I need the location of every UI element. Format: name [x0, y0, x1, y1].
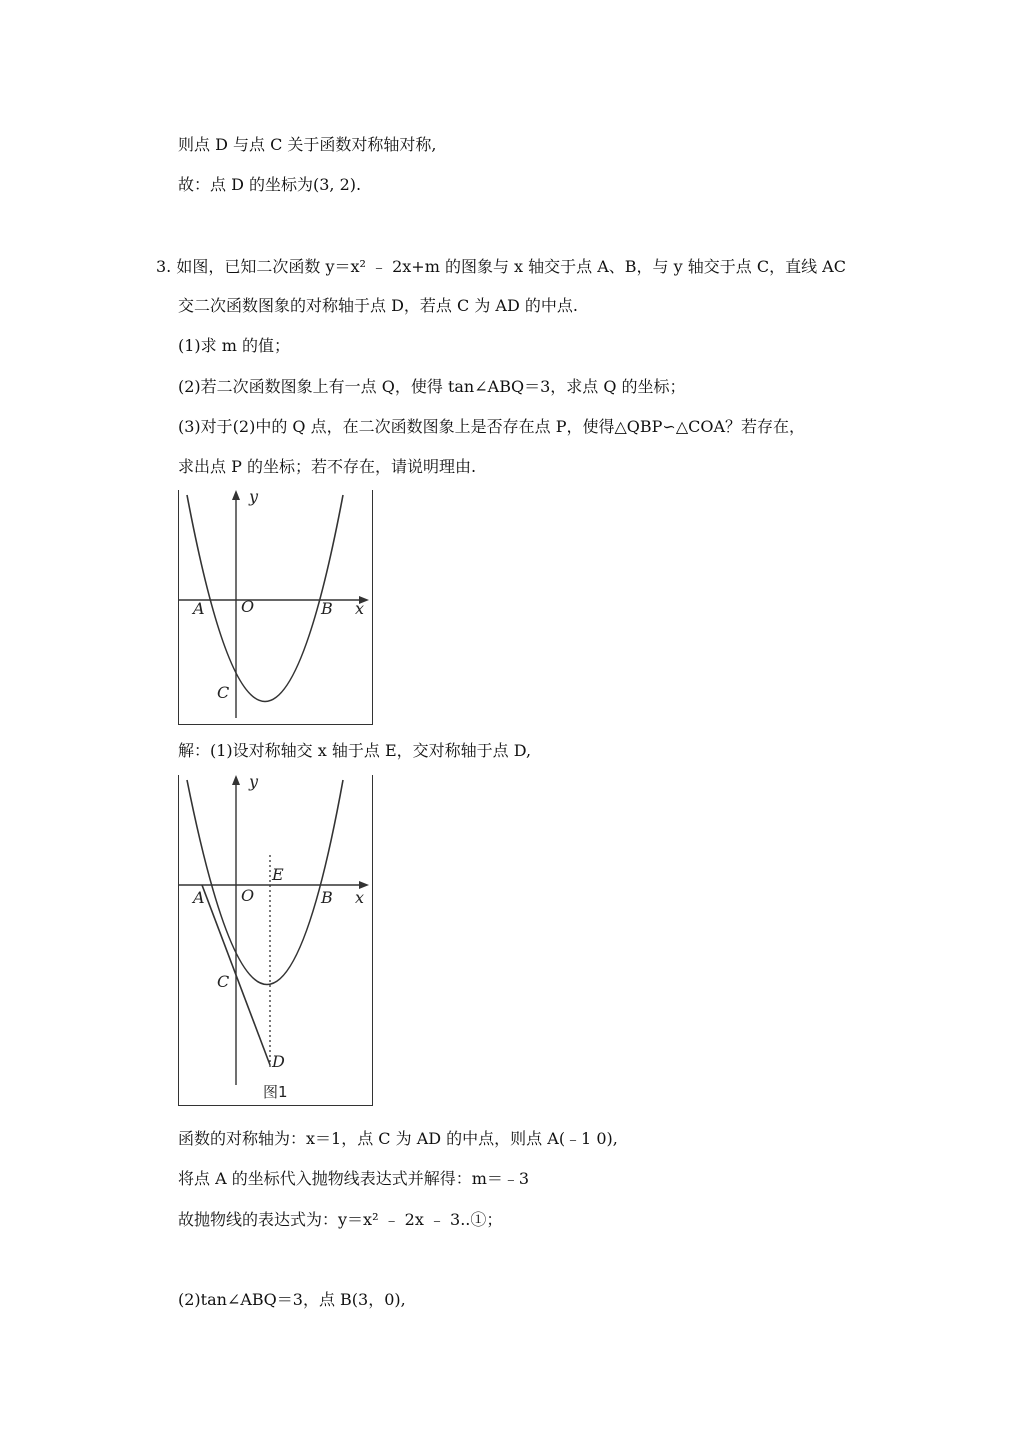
figure-caption: 图1 — [263, 1083, 288, 1101]
y-axis-arrow — [232, 775, 240, 785]
solution-line-5: (2)tan∠ABQ＝3，点 B(3，0), — [178, 1290, 406, 1309]
solution-line-4: 故抛物线的表达式为：y＝x² ﹣ 2x ﹣ 3..①； — [178, 1210, 503, 1229]
label-y: y — [249, 490, 259, 506]
parabola-curve — [187, 495, 343, 702]
text-line-2: 故：点 D 的坐标为(3, 2). — [178, 175, 362, 194]
label-b: B — [321, 888, 333, 907]
label-o: O — [241, 597, 255, 616]
parabola-figure-svg — [179, 490, 372, 724]
problem-3-part-1: (1)求 m 的值； — [178, 336, 291, 355]
label-y: y — [249, 775, 259, 791]
label-b: B — [321, 599, 333, 618]
problem-3-part-2: (2)若二次函数图象上有一点 Q，使得 tan∠ABQ＝3，求点 Q 的坐标； — [178, 377, 686, 396]
label-x: x — [355, 599, 365, 618]
problem-3-part-3b: 求出点 P 的坐标；若不存在，请说明理由. — [178, 457, 477, 476]
problem-3-stem-1: 3. 如图，已知二次函数 y＝x² ﹣ 2x+m 的图象与 x 轴交于点 A、B，与 y 轴交于点 C，直线 AC — [156, 257, 846, 276]
problem-3-part-3a: (3)对于(2)中的 Q 点，在二次函数图象上是否存在点 P，使得△QBP∽△COA？若存在， — [178, 417, 806, 436]
problem-3-stem-2: 交二次函数图象的对称轴于点 D，若点 C 为 AD 的中点. — [178, 296, 578, 315]
label-a: A — [193, 599, 205, 618]
text-line-1: 则点 D 与点 C 关于函数对称轴对称, — [178, 135, 437, 154]
label-a: A — [193, 888, 205, 907]
solution-line-3: 将点 A 的坐标代入抛物线表达式并解得：m＝﹣3 — [178, 1169, 530, 1188]
solution-line-1: 解：(1)设对称轴交 x 轴于点 E，交对称轴于点 D, — [178, 741, 532, 760]
parabola-figure — [178, 490, 373, 725]
parabola-curve — [187, 780, 343, 985]
label-e: E — [272, 865, 284, 884]
label-o: O — [241, 886, 255, 905]
label-c: C — [217, 683, 230, 702]
solution-line-2: 函数的对称轴为：x＝1，点 C 为 AD 的中点，则点 A(﹣1 0), — [178, 1129, 618, 1148]
y-axis-arrow — [232, 490, 240, 500]
label-c: C — [217, 972, 230, 991]
label-d: D — [272, 1052, 285, 1071]
solution-figure — [178, 775, 373, 1106]
solution-figure-svg — [179, 775, 372, 1105]
label-x: x — [355, 888, 365, 907]
